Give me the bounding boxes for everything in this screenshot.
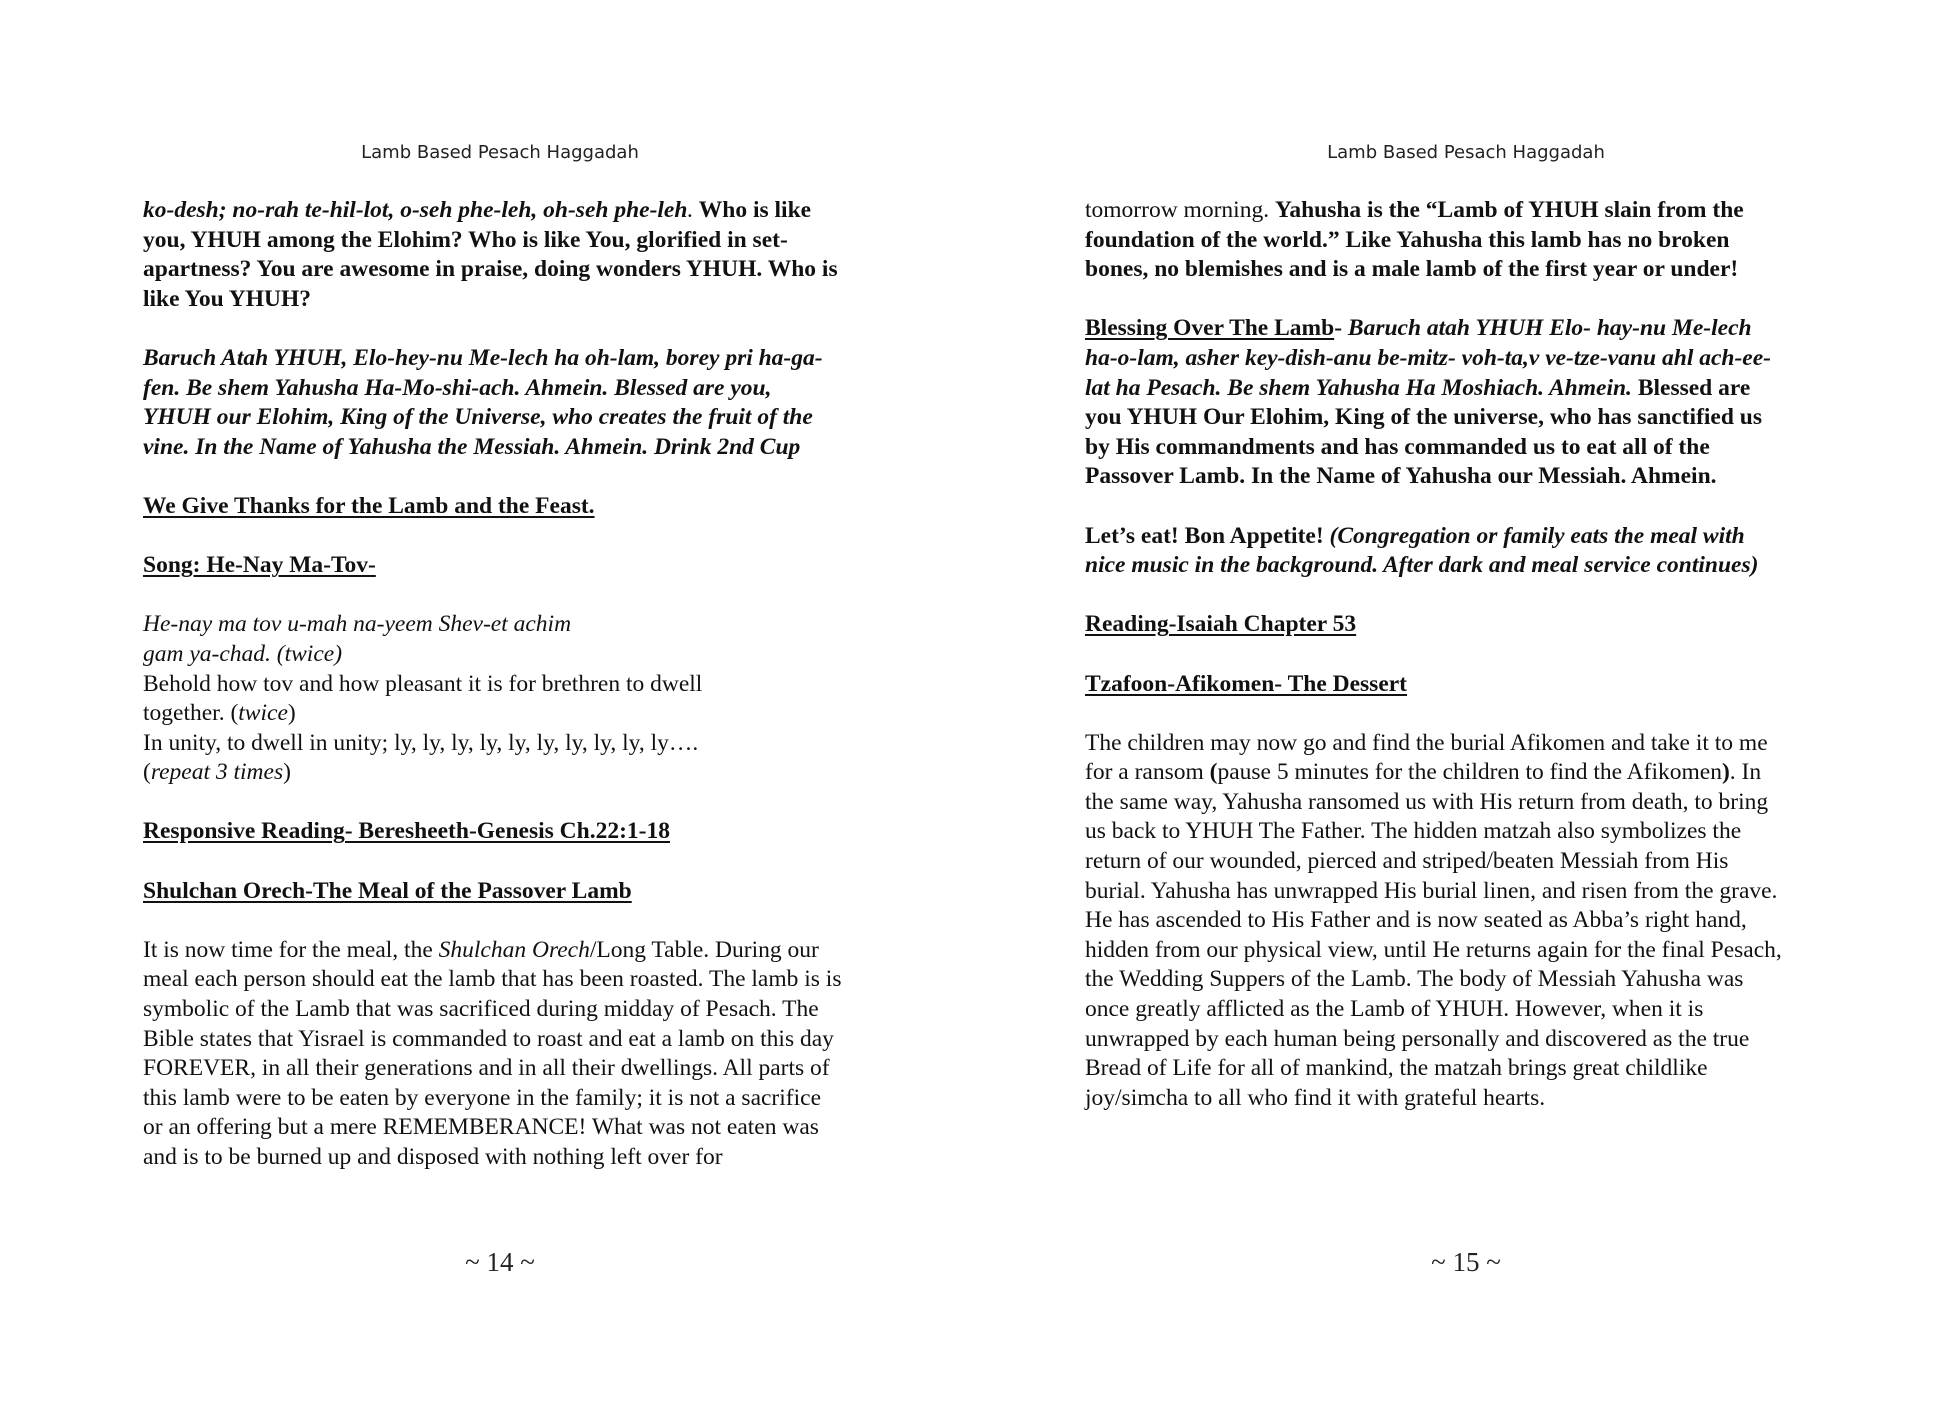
- song-line: In unity, to dwell in unity; ly, ly, ly, ly, ly, ly, ly, ly, ly, ly….: [143, 729, 699, 756]
- heading-give-thanks: We Give Thanks for the Lamb and the Feast.: [143, 492, 595, 519]
- paragraph-eat: Let’s eat! Bon Appetite! (Congregation or family eats the meal with nice music in the background. After dark and meal service continues): [1085, 522, 1759, 579]
- heading-blessing-lamb: Blessing Over The Lamb: [1085, 315, 1335, 342]
- heading-responsive-reading: Responsive Reading- Beresheeth-Genesis Ch.22:1-18: [143, 818, 670, 845]
- paragraph-afikomen: The children may now go and find the burial Afikomen and take it to me for a ransom (pause 5 minutes for the children to find the Afikomen). In the same way, Yahusha ransomed us with His return from death, to bring us back to YHUH The Father. The hidden matzah also symbolizes the return of our wounded, pierced and striped/beaten Messiah from His burial. Yahusha has unwrapped His burial linen, and risen from the grave. He has ascended to His Father and is now seated as Abba’s right hand, hidden from our physical view, until He returns again for the final Pesach, the Wedding Suppers of the Lamb. The body of Messiah Yahusha was once greatly afflicted as the Lamb of YHUH. However, when it is unwrapped by each human being personally and discovered as the true Bread of Life for all of mankind, the matzah brings great childlike joy/simcha to all who find it with grateful hearts.: [1085, 729, 1782, 1111]
- running-header: Lamb Based Pesach Haggadah: [1327, 142, 1605, 163]
- song-lyrics: He-nay ma tov u-mah na-yeem Shev-et achim gam ya-chad. (twice) Behold how tov and how pleasant it is for brethren to dwell together. (twice) In unity, to dwell in unity; ly, ly, ly, ly, ly, ly, ly, ly, ly, ly…. (repeat 3 times): [143, 611, 703, 786]
- paragraph-blessing-wine: Baruch Atah YHUH, Elo-hey-nu Me-lech ha oh-lam, borey pri ha-ga-fen. Be shem Yahusha Ha-Mo-shi-ach. Ahmein. Blessed are you, YHUH our Elohim, King of the Universe, who creates the fruit of the vine. In the Name of Yahusha the Messiah. Ahmein. Drink 2nd Cup: [143, 344, 823, 460]
- heading-afikomen: Tzafoon-Afikomen- The Dessert: [1085, 670, 1408, 697]
- paragraph-meal: It is now time for the meal, the Shulchan Orech/Long Table. During our meal each person should eat the lamb that has been roasted. The lamb is is symbolic of the Lamb that was sacrificed during midday of Pesach. The Bible states that Yisrael is commanded to roast and eat a lamb on this day FOREVER, in all their generations and in all their dwellings. All parts of this lamb were to be eaten by everyone in the family; it is not a sacrifice or an offering but a mere REMEMBERANCE! What was not eaten was and is to be burned up and disposed with nothing left over for: [143, 936, 842, 1170]
- paragraph-lamb: tomorrow morning. Yahusha is the “Lamb of YHUH slain from the foundation of the world.” Like Yahusha this lamb has no broken bones, no blemishes and is a male lamb of the first year or under!: [1085, 197, 1744, 283]
- page-number: ~ 15 ~: [1431, 1247, 1501, 1277]
- heading-isaiah: Reading-Isaiah Chapter 53: [1085, 611, 1357, 638]
- song-line: He-nay ma tov u-mah na-yeem Shev-et achim: [143, 611, 572, 638]
- page-number: ~ 14 ~: [465, 1247, 535, 1277]
- page-body: [1085, 196, 1785, 1143]
- page-body: [143, 196, 843, 1202]
- song-line: gam ya-chad. (twice): [143, 640, 343, 667]
- praise-text: Who is like you, YHUH among the Elohim? Who is like You, glorified in set-apartness? You are awesome in praise, doing wonders YHUH. Who is like You YHUH?: [143, 197, 838, 312]
- paragraph-praise: ko-desh; no-rah te-hil-lot, o-seh phe-leh, oh-seh phe-leh. Who is like you, YHUH among the Elohim? Who is like You, glorified in set-apartness? You are awesome in praise, doing wonders YHUH. Who is like You YHUH?: [143, 197, 838, 312]
- running-header: Lamb Based Pesach Haggadah: [361, 142, 639, 163]
- heading-shulchan-orech: Shulchan Orech-The Meal of the Passover Lamb: [143, 877, 632, 904]
- paragraph-blessing-lamb: Blessing Over The Lamb- Baruch atah YHUH Elo- hay-nu Me-lech ha-o-lam, asher key-dish-anu be-mitz- voh-ta,v ve-tze-vanu ahl ach-ee-lat ha Pesach. Be shem Yahusha Ha Moshiach. Ahmein. Blessed are you YHUH Our Elohim, King of the universe, who has sanctified us by His commandments and has commanded us to eat all of the Passover Lamb. In the Name of Yahusha our Messiah. Ahmein.: [1085, 315, 1771, 490]
- heading-song: Song: He-Nay Ma-Tov-: [143, 552, 376, 579]
- hebrew-phrase: ko-desh; no-rah te-hil-lot, o-seh phe-leh, oh-seh phe-leh: [143, 197, 688, 223]
- page-15: [973, 0, 1946, 1412]
- song-line: Behold how tov and how pleasant it is for brethren to dwell: [143, 670, 703, 697]
